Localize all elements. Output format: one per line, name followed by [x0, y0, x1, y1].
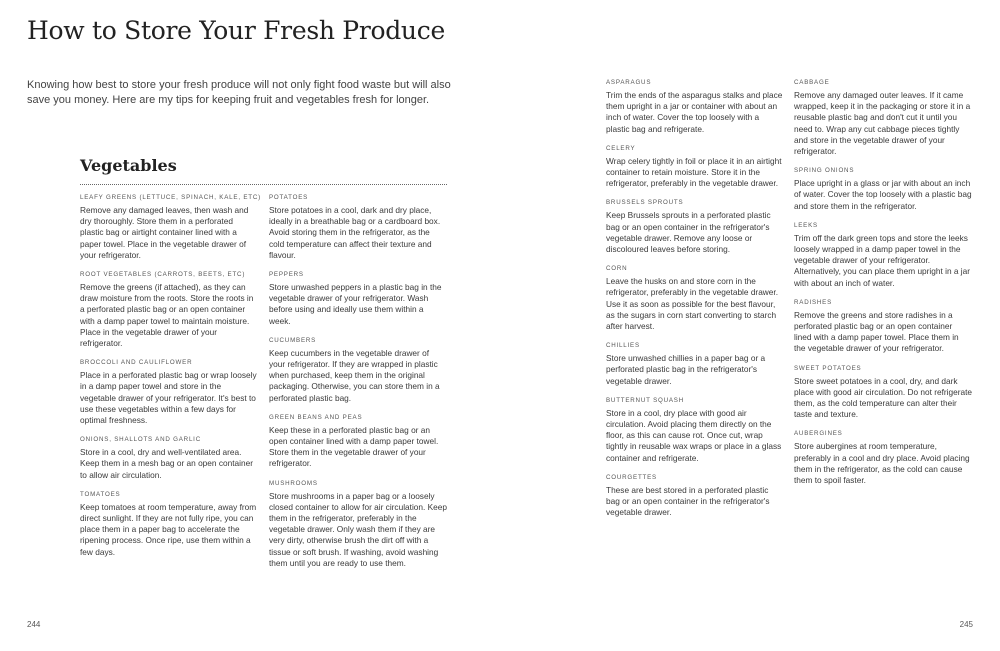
tip-title: ROOT VEGETABLES (CARROTS, BEETS, ETC): [80, 271, 246, 279]
tip-text: Keep cucumbers in the vegetable drawer of your refrigerator. If they are wrapped in plastic when purchased, keep them in the original packaging. Otherwise, you can store them in a perforated plastic bag.: [269, 347, 440, 403]
tip-title: MUSHROOMS: [269, 479, 318, 487]
tip-title: BUTTERNUT SQUASH: [606, 396, 685, 404]
tip-title: LEEKS: [794, 221, 818, 229]
tip-text: Keep these in a perforated plastic bag or an open container lined with a damp paper towel. Store them in the vegetable drawer of your refrigerator.: [269, 424, 439, 469]
tip-text: Place upright in a glass or jar with about an inch of water. Cover the top loosely with a plastic bag and store them in the refrigerator.: [794, 178, 972, 211]
tip-title: LEAFY GREENS (LETTUCE, SPINACH, KALE, ETC): [80, 194, 261, 201]
tip-text: Trim the ends of the asparagus stalks and place them upright in a jar or container with about an inch of water. Cover the top loosely with a plastic bag and refrigerate.: [606, 90, 783, 134]
tip-text: Store mushrooms in a paper bag or a loosely closed container to allow for air circulation. Keep them in the refrigerator, preferably in the vegetable drawer. Only wash them if they are very dirty, otherwise brush the dirt off with a tissue or soft brush. If washing, avoid washing them until you are ready to use them.: [269, 490, 448, 568]
storage-tip: [269, 193, 447, 261]
tip-text: Store unwashed peppers in a plastic bag in the vegetable drawer of your refrigerator. Wash before using and ideally use them within a week.: [269, 282, 442, 326]
page-number-left: 244: [27, 620, 41, 629]
storage-tip: [606, 473, 784, 519]
tip-text: Remove any damaged outer leaves. If it came wrapped, keep it in the packaging or store it in a reusable plastic bag and don't cut it until you need to. Wrap any cut cabbage pieces tightly and store in the vegetable drawer of your refrigerator.: [794, 90, 971, 157]
tip-title: TOMATOES: [80, 490, 121, 498]
tip-title: ASPARAGUS: [606, 79, 652, 86]
tip-title: SPRING ONIONS: [794, 167, 855, 175]
storage-tip: [794, 298, 972, 355]
storage-tip: [80, 490, 258, 558]
storage-tip: [606, 341, 784, 387]
tip-text: These are best stored in a perforated plastic bag or an open container in the refrigerator's vegetable drawer.: [606, 484, 770, 518]
tip-text: Remove the greens (if attached), as they can draw moisture from the roots. Store the roots in a perforated plastic bag or an open container with a damp paper towel to maintain moisture. Place in the vegetable drawer of your refrigerator.: [80, 282, 254, 349]
storage-tip: [80, 270, 258, 349]
tip-title: ONIONS, SHALLOTS AND GARLIC: [80, 436, 201, 444]
tip-title: SWEET POTATOES: [794, 364, 862, 372]
storage-tip: [794, 364, 972, 421]
tip-text: Store aubergines at room temperature, preferably in a cool and dry place. Avoid placing them in the refrigerator, as the cold can cause them to spoil faster.: [794, 441, 970, 486]
storage-tip: [794, 429, 972, 486]
section-title: Vegetables: [80, 156, 177, 175]
storage-tip: [606, 78, 784, 135]
tip-text: Keep tomatoes at room temperature, away from direct sunlight. If they are not fully ripe, you can place them in a paper bag to accelerate the ripening process. Once ripe, use them within a few days.: [80, 501, 257, 557]
tip-text: Keep Brussels sprouts in a perforated plastic bag or an open container in the refrigerator's vegetable drawer. Remove any loose or discoloured leaves before storing.: [606, 210, 771, 255]
storage-tip: [80, 435, 258, 481]
page-number-right: 245: [959, 620, 973, 629]
storage-tip: [794, 78, 972, 157]
column-2: [269, 193, 447, 578]
tip-title: POTATOES: [269, 194, 309, 201]
column-1: [80, 193, 261, 567]
tip-title: CORN: [606, 265, 628, 273]
tip-title: COURGETTES: [606, 473, 657, 481]
tip-title: BRUSSELS SPROUTS: [606, 199, 684, 207]
storage-tip: [606, 144, 784, 190]
tip-title: RADISHES: [794, 298, 833, 306]
storage-tip: [269, 413, 447, 470]
page-title: How to Store Your Fresh Produce: [27, 16, 445, 45]
storage-tip: [80, 193, 261, 261]
storage-tip: [269, 479, 447, 569]
storage-tip: [606, 396, 784, 464]
tip-title: CHILLIES: [606, 342, 640, 350]
storage-tip: [606, 198, 784, 255]
tip-title: PEPPERS: [269, 271, 304, 279]
storage-tip: [269, 336, 447, 404]
intro-paragraph: Knowing how best to store your fresh produce will not only fight food waste but will also save you money. Here are my tips for keeping fruit and vegetables fresh for longer.: [27, 79, 451, 106]
tip-title: CELERY: [606, 144, 636, 152]
tip-text: Store unwashed chillies in a paper bag or a perforated plastic bag in the refrigerator's vegetable drawer.: [606, 353, 766, 386]
tip-text: Store sweet potatoes in a cool, dry, and dark place with good air circulation. Do not refrigerate them, as the cold temperature can alter their taste and texture.: [794, 375, 973, 420]
tip-text: Store in a cool, dry place with good air circulation. Avoid placing them directly on the floor, as this can cause rot. Once cut, wrap tightly in reusable wax wraps or place in a glass container and refrigerate.: [606, 407, 782, 463]
tip-text: Remove any damaged leaves, then wash and dry thoroughly. Store them in a perforated plastic bag or airtight container lined with a paper towel. Place in the vegetable drawer of your refrigerator.: [80, 205, 249, 260]
tip-title: CUCUMBERS: [269, 336, 317, 344]
tip-title: BROCCOLI AND CAULIFLOWER: [80, 359, 193, 367]
tip-text: Place in a perforated plastic bag or wrap loosely in a damp paper towel and store in the vegetable drawer of your refrigerator. It's best to use these vegetables within a few days for optimal freshness.: [80, 370, 257, 426]
tip-text: Store in a cool, dry and well-ventilated area. Keep them in a mesh bag or an open container to allow air circulation.: [80, 447, 253, 480]
tip-title: AUBERGINES: [794, 430, 843, 438]
column-3: [606, 78, 784, 527]
storage-tip: [794, 166, 972, 212]
storage-tip: [269, 270, 447, 327]
section-divider: [80, 184, 447, 185]
storage-tip: [606, 264, 784, 332]
storage-tip: [794, 221, 972, 289]
tip-text: Store potatoes in a cool, dark and dry place, ideally in a breathable bag or a cardboard box. Avoid storing them in the refrigerator, as the cold temperature can affect their texture and flavour.: [269, 205, 441, 260]
tip-title: CABBAGE: [794, 79, 830, 86]
tip-text: Leave the husks on and store corn in the refrigerator, preferably in the vegetable drawer. Use it as soon as possible for the best flavour, as the sugars in corn start converting to starch after harvest.: [606, 276, 779, 332]
storage-tip: [80, 358, 258, 426]
tip-text: Trim off the dark green tops and store the leeks loosely wrapped in a damp paper towel in the vegetable drawer of your refrigerator. Alternatively, you can place them upright in a jar with about an inch of water.: [794, 232, 971, 288]
tip-title: GREEN BEANS AND PEAS: [269, 413, 363, 421]
tip-text: Remove the greens and store radishes in a perforated plastic bag or an open container lined with a damp paper towel. Place them in the vegetable drawer of your refrigerator.: [794, 309, 959, 354]
tip-text: Wrap celery tightly in foil or place it in an airtight container to retain moisture. Store it in the refrigerator, preferably in the vegetable drawer.: [606, 155, 782, 189]
column-4: [794, 78, 972, 495]
